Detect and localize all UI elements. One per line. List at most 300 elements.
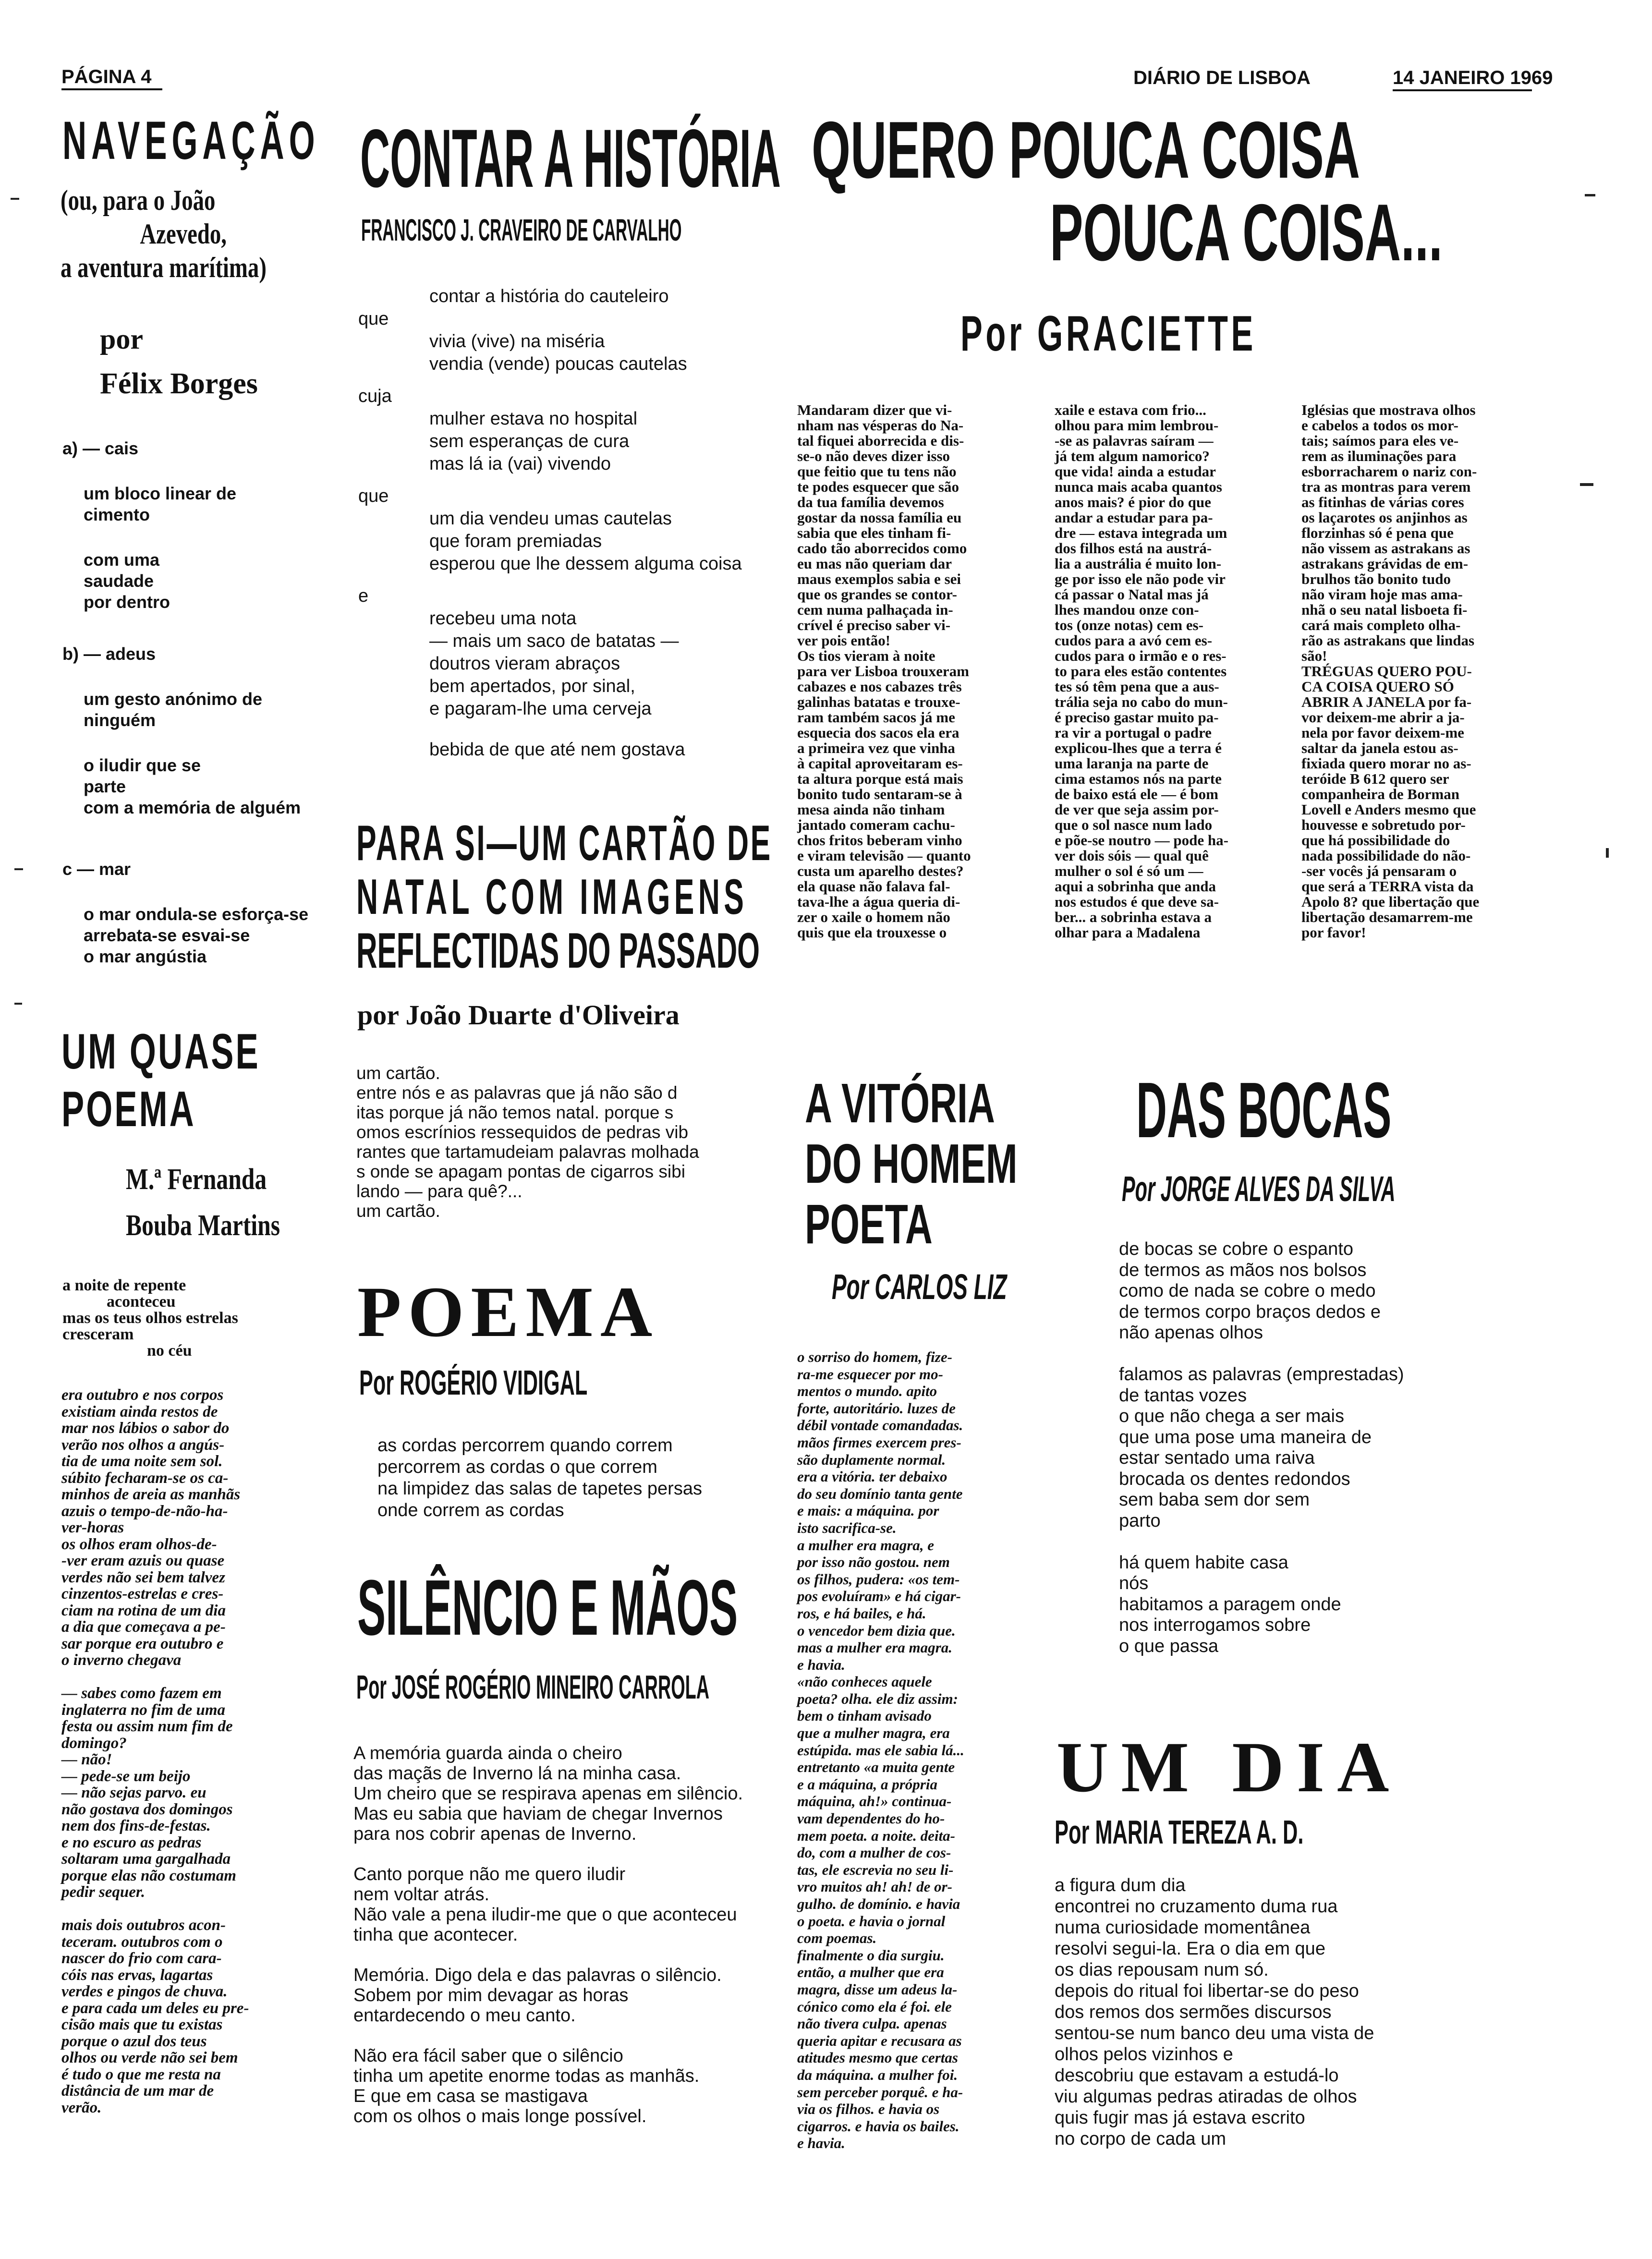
bocas-line: nos interrogamos sobre <box>1119 1615 1311 1635</box>
margin-mark <box>1585 194 1595 196</box>
quero-line: chos fritos beberam vinho <box>797 832 962 849</box>
cartao-line: um cartão. <box>356 1201 440 1221</box>
umdia-line: encontrei no cruzamento duma rua <box>1055 1896 1338 1917</box>
navegacao-by: por <box>100 323 143 355</box>
vitoria-line: os filhos, pudera: «os tem- <box>797 1570 960 1588</box>
umdia-line: viu algumas pedras atiradas de olhos <box>1055 2087 1357 2107</box>
quero-line: que o sol nasce num lado <box>1055 816 1213 833</box>
silencio-line: nem voltar atrás. <box>353 1884 489 1905</box>
poem-line: c — mar <box>62 859 131 879</box>
bocas-line: de bocas se cobre o espanto <box>1119 1239 1354 1259</box>
quero-line: teróide B 612 quero ser <box>1301 770 1449 787</box>
quero-line: uma laranja na parte de <box>1055 755 1209 772</box>
quase-line: — não sejas parvo. eu <box>61 1784 206 1801</box>
quero-line: são! <box>1301 647 1327 664</box>
quase-line: nem dos fins-de-festas. <box>61 1817 211 1834</box>
quero-line: cabazes e nos cabazes três <box>797 678 962 695</box>
bocas-line <box>1119 1344 1404 1365</box>
vitoria-line: mem poeta. a noite. deita- <box>797 1827 955 1844</box>
quero-line: trália seja no cabo do mun- <box>1055 693 1228 710</box>
quero-line: CA COISA QUERO SÓ <box>1301 678 1454 695</box>
poema-byline <box>359 1364 740 1402</box>
poem-line: mas lá ia (vai) vivendo <box>429 454 611 474</box>
quase-line: olhos ou verde não sei bem <box>61 2049 238 2066</box>
vitoria-line: do, com a mulher de cos- <box>797 1844 951 1861</box>
bocas-line: habitamos a paragem onde <box>1119 1594 1341 1615</box>
cartao-line: um cartão. <box>356 1063 440 1083</box>
poema-line: onde correm as cordas <box>377 1500 564 1520</box>
bocas-line: sem baba sem dor sem <box>1119 1490 1310 1510</box>
poem-line: contar a história do cauteleiro <box>429 286 669 306</box>
bocas-line: de tantas vozes <box>1119 1385 1247 1406</box>
quase-line: tia de uma noite sem sol. <box>61 1453 223 1470</box>
vitoria-line: gulho. de domínio. e havia <box>797 1895 960 1912</box>
quase-intro-line: a noite de repente <box>62 1276 186 1294</box>
quero-line: brulhos tão bonito tudo <box>1301 571 1451 587</box>
quero-line: galinhas batatas e trouxe- <box>797 693 960 710</box>
quero-line: houvesse e sobretudo por- <box>1301 816 1466 833</box>
vitoria-line: que a mulher magra, era <box>797 1725 950 1742</box>
quero-line: zer o xaile o homem não <box>797 909 950 925</box>
poem-line: b) — adeus <box>62 644 156 664</box>
silencio-line: Canto porque não me quero iludir <box>353 1864 626 1884</box>
cartao-title-line: PARA SI—UM CARTÃO DE <box>356 815 772 871</box>
poem-line: esperou que lhe dessem alguma coisa <box>429 554 742 574</box>
poem-line: vivia (vive) na miséria <box>429 331 605 352</box>
quero-line: anos mais? é pior do que <box>1055 494 1211 510</box>
vitoria-line: pos evoluíram» e há cigar- <box>797 1588 961 1605</box>
vitoria-line: então, a mulher que era <box>797 1964 944 1981</box>
silencio-line: entardecendo o meu canto. <box>353 2005 576 2026</box>
contar-byline <box>361 213 978 247</box>
vitoria-line: mentos o mundo. apito <box>797 1383 937 1400</box>
quase-line: existiam ainda restos de <box>61 1403 218 1421</box>
quase-line: verão nos olhos a angús- <box>61 1436 225 1454</box>
poem-line: parte <box>84 777 126 796</box>
quero-line: da tua família devemos <box>797 494 944 510</box>
navegacao-subtitle <box>61 183 267 284</box>
poem-line: com uma <box>84 550 160 570</box>
quero-line: nunca mais acaba quantos <box>1055 478 1222 495</box>
quero-line: esquecia dos sacos ela era <box>797 724 960 741</box>
quero-line: já tem algum namorico? <box>1055 448 1210 464</box>
umdia-line: dos remos dos sermões discursos <box>1055 2002 1332 2022</box>
umdia-line: no corpo de cada um <box>1055 2129 1227 2149</box>
poem-line: e pagaram-lhe uma cerveja <box>429 699 652 719</box>
quero-line: andar a estudar para pa- <box>1055 509 1213 526</box>
poem-line: bebida de que até nem gostava <box>429 740 685 760</box>
quero-line: os laçarotes os anjinhos as <box>1301 509 1468 526</box>
margin-mark <box>1580 483 1593 486</box>
silencio-line: Um cheiro que se respirava apenas em silêncio. <box>353 1784 743 1804</box>
quase-line: verão. <box>61 2099 102 2116</box>
quero-line: é preciso gastar muito pa- <box>1055 709 1219 726</box>
quero-line: e põe-se noutro — pode ha- <box>1055 832 1228 849</box>
quero-line: fixiada quero morar no as- <box>1301 755 1471 772</box>
quero-line: que vida! ainda a estudar <box>1055 463 1216 480</box>
bocas-line: de termos corpo braços dedos e <box>1119 1301 1381 1322</box>
quase-line: verdes e pingos de chuva. <box>61 1983 228 2000</box>
vitoria-line: bem o tinham avisado <box>797 1707 932 1725</box>
quero-byline-block <box>960 307 1409 360</box>
vitoria-line: tas, ele escrevia no seu li- <box>797 1861 954 1878</box>
quase-title-line: UM QUASE <box>61 1024 260 1080</box>
vitoria-line: era a vitória. ter debaixo <box>797 1468 947 1485</box>
quase-intro-line: cresceram <box>62 1325 134 1343</box>
quero-line: ra vir a portugal o padre <box>1055 724 1212 741</box>
quero-line: cima estamos nós na parte <box>1055 770 1222 787</box>
quase-line: inglaterra no fim de uma <box>61 1701 226 1719</box>
quero-line: te podes esquecer que são <box>797 478 959 495</box>
quero-article <box>812 105 1652 195</box>
vitoria-line: finalmente o dia surgiu. <box>797 1946 945 1964</box>
umdia-line: olhos pelos vizinhos e <box>1055 2044 1233 2065</box>
quero-line: e cabelos a todos os mor- <box>1301 417 1458 434</box>
poema-line: percorrem as cordas o que correm <box>377 1457 657 1477</box>
vitoria-line: «não conheces aquele <box>797 1673 932 1690</box>
poem-line: que foram premiadas <box>429 531 602 551</box>
quero-line: ela quase não falava fal- <box>797 878 950 895</box>
quero-line: nham nas vésperas do Na- <box>797 417 964 434</box>
quero-line: as fitinhas de várias cores <box>1301 494 1464 510</box>
umdia-line: depois do ritual foi libertar-se do peso <box>1055 1981 1359 2001</box>
bocas-line: nós <box>1119 1573 1149 1593</box>
vitoria-title-line: DO HOMEM <box>805 1132 1018 1195</box>
silencio-line: Memória. Digo dela e das palavras o silêncio. <box>353 1965 722 1985</box>
quero-line: maus exemplos sabia e sei <box>797 571 961 587</box>
quero-line: ber... a sobrinha estava a <box>1055 909 1212 925</box>
quero-line: lia a austrália é muito lon- <box>1055 555 1222 572</box>
cartao-line: omos escrínios ressequidos de pedras vib <box>356 1122 689 1142</box>
quero-line: sabia que eles tinham fi- <box>797 524 951 541</box>
umdia-line: quis fugir mas já estava escrito <box>1055 2108 1305 2128</box>
quero-line: cá passar o Natal mas já <box>1055 586 1209 603</box>
vitoria-line: mãos firmes exercem pres- <box>797 1433 961 1451</box>
quase-article <box>61 1023 353 1138</box>
quero-column-2 <box>1055 402 1228 940</box>
silencio-line: E que em casa se mastigava <box>353 2086 588 2106</box>
quase-line: soltaram uma gargalhada <box>61 1850 231 1868</box>
quase-line: nascer do frio com cara- <box>61 1950 222 1967</box>
bocas-article <box>1136 1066 1609 1154</box>
quero-line: para ver Lisboa trouxeram <box>797 663 969 680</box>
bocas-line: como de nada se cobre o medo <box>1119 1281 1376 1301</box>
quero-line: bonito tudo sentaram-se à <box>797 786 962 802</box>
quero-line: cará mais completo olha- <box>1301 617 1461 633</box>
quero-line: mulher o sol é só um — <box>1055 862 1203 879</box>
vitoria-line: via os filhos. e havia os <box>797 2101 940 2118</box>
vitoria-line: por isso não gostou. nem <box>797 1554 950 1571</box>
quase-line: domingo? <box>61 1734 127 1752</box>
cartao-line: entre nós e as palavras que já não são d <box>356 1083 678 1103</box>
quero-line: não vissem as astrakans as <box>1301 540 1470 557</box>
quero-line: jantado comeram cachu- <box>797 816 955 833</box>
quase-line: — sabes como fazem em <box>61 1685 222 1702</box>
contar-poem <box>358 285 742 761</box>
quase-line: teceram. outubros com o <box>61 1933 223 1951</box>
silencio-author: Por JOSÉ ROGÉRIO MINEIRO CARROLA <box>356 1668 710 1706</box>
poem-line: a) — cais <box>62 438 139 458</box>
poem-line: recebeu uma nota <box>429 608 577 629</box>
vitoria-line: o vencedor bem dizia que. <box>797 1622 956 1639</box>
poem-line: — mais um saco de batatas — <box>429 631 679 651</box>
quero-line: quis que ela trouxesse o <box>797 924 947 941</box>
vitoria-line: ros, e há bailes, e há. <box>797 1604 926 1622</box>
quase-intro-line: no céu <box>147 1342 192 1360</box>
margin-mark <box>14 868 23 870</box>
quero-line: esborracharem o nariz con- <box>1301 463 1477 480</box>
quero-line: custa um aparelho destes? <box>797 862 964 879</box>
quase-line: — pede-se um beijo <box>61 1767 191 1785</box>
quero-line: não viram hoje mas ama- <box>1301 586 1463 603</box>
quero-line: tra as montras para verem <box>1301 478 1471 495</box>
page-number: PÁGINA 4 <box>61 66 152 87</box>
cartao-line: lando — para quê?... <box>356 1181 522 1201</box>
vitoria-line: cónico como ela é foi. ele <box>797 1998 952 2015</box>
vitoria-line: poeta? olha. ele diz assim: <box>797 1690 958 1707</box>
cartao-body <box>356 1063 699 1221</box>
quero-title-line1: QUERO POUCA COISA <box>812 105 1360 195</box>
bocas-line: o que passa <box>1119 1636 1219 1656</box>
cartao-title-line: NATAL COM IMAGENS <box>356 869 748 925</box>
quase-line: cisão mais que tu existas <box>61 2016 223 2033</box>
quero-line: cado tão aborrecidos como <box>797 540 967 557</box>
quase-line: a dia que começava a pe- <box>61 1618 226 1636</box>
quero-line: ABRIR A JANELA por fa- <box>1301 693 1472 710</box>
poem-line: com a memória de alguém <box>84 798 301 817</box>
vitoria-article <box>805 1073 1118 1254</box>
quero-line: nela por favor deixem-me <box>1301 724 1464 741</box>
umdia-title: UM DIA <box>1057 1727 1402 1807</box>
quero-line: tava-lhe a água queria di- <box>797 893 960 910</box>
vitoria-line: mas a mulher era magra. <box>797 1639 952 1656</box>
silencio-line: Não vale a pena iludir-me que o que aconteceu <box>353 1905 737 1925</box>
poem-line: por dentro <box>84 592 170 612</box>
poem-line: um bloco linear de <box>84 484 237 503</box>
quase-author-line: M.ª Fernanda <box>126 1163 267 1196</box>
bocas-line <box>1119 1531 1404 1553</box>
margin-mark <box>14 1003 22 1005</box>
newspaper-name: DIÁRIO DE LISBOA <box>1133 67 1311 88</box>
poem-lead: e <box>358 586 369 606</box>
quase-line: pedir sequer. <box>61 1883 146 1901</box>
bocas-line: que uma pose uma maneira de <box>1119 1427 1372 1447</box>
cartao-line: rantes que tartamudeiam palavras molhada <box>356 1142 699 1162</box>
poem-line: mulher estava no hospital <box>429 409 638 429</box>
navegacao-author: Félix Borges <box>100 367 258 400</box>
silencio-title: SILÊNCIO E MÃOS <box>357 1564 738 1652</box>
quase-line: porque elas não costumam <box>61 1867 236 1884</box>
poem-line: o mar angústia <box>84 947 207 966</box>
quero-line: aqui a sobrinha que anda <box>1055 878 1216 895</box>
quero-line: que feitio que tu tens não <box>797 463 957 480</box>
quero-line: cem numa palhaçada in- <box>797 601 953 618</box>
quero-line: cudos para o irmão e o res- <box>1055 647 1227 664</box>
quero-line: xaile e estava com frio... <box>1055 401 1206 418</box>
quase-line: -ver eram azuis ou quase <box>61 1552 225 1569</box>
quero-line: companheira de Borman <box>1301 786 1459 802</box>
vitoria-line: estúpida. mas ele sabia lá... <box>797 1741 964 1759</box>
quero-line: olhar para a Madalena <box>1055 924 1201 941</box>
poem-line: o iludir que se <box>84 755 201 775</box>
vitoria-line: débil vontade comandadas. <box>797 1417 963 1434</box>
quero-line: por favor! <box>1301 924 1366 941</box>
poem-lead: que <box>358 309 389 329</box>
header-underline <box>61 88 162 90</box>
quero-line: -se as palavras saíram — <box>1055 432 1214 449</box>
vitoria-line: com poemas. <box>797 1930 877 1947</box>
quero-line: à capital aproveitaram es- <box>797 755 963 772</box>
quero-line: que há possibilidade do <box>1301 832 1450 849</box>
bocas-line: brocada os dentes redondos <box>1119 1469 1350 1489</box>
navegacao-poem <box>62 438 308 967</box>
quero-line: saltar da janela estou as- <box>1301 740 1458 756</box>
quero-line: tos (onze notas) cem es- <box>1055 617 1203 633</box>
poema-title: POEMA <box>357 1272 659 1352</box>
bocas-line: o que não chega a ser mais <box>1119 1406 1344 1426</box>
vitoria-line: o poeta. e havia o jornal <box>797 1912 946 1930</box>
contar-author: FRANCISCO J. CRAVEIRO DE CARVALHO <box>361 213 682 247</box>
quero-line: ta altura porque está mais <box>797 770 963 787</box>
quero-line: e viram televisão — quanto <box>797 847 971 864</box>
vitoria-line: cigarros. e havia os bailes. <box>797 2117 960 2135</box>
bocas-title: DAS BOCAS <box>1136 1066 1392 1154</box>
vitoria-line: da máquina. a mulher foi. <box>797 2066 958 2083</box>
quase-intro <box>62 1277 238 1359</box>
bocas-line: de termos as mãos nos bolsos <box>1119 1260 1367 1280</box>
vitoria-line: e mais: a máquina. por <box>797 1502 939 1519</box>
silencio-line: A memória guarda ainda o cheiro <box>353 1743 622 1763</box>
poem-line: o mar ondula-se esforça-se <box>84 904 309 924</box>
vitoria-line: atitudes mesmo que certas <box>797 2049 958 2066</box>
quero-line: to para eles estão contentes <box>1055 663 1227 680</box>
bocas-line: parto <box>1119 1510 1161 1531</box>
poem-line: um dia vendeu umas cautelas <box>429 509 672 529</box>
quero-line: lhes mandou onze con- <box>1055 601 1199 618</box>
vitoria-line: e havia. <box>797 2135 845 2152</box>
silencio-line: tinha um apetite enorme todas as manhãs. <box>353 2066 700 2086</box>
bocas-line: estar sentado uma raiva <box>1119 1448 1315 1468</box>
vitoria-line: máquina, ah!» continua- <box>797 1793 952 1810</box>
quase-line: não gostava dos domingos <box>61 1800 233 1818</box>
cartao-author: por João Duarte d'Oliveira <box>357 999 680 1031</box>
quero-line: ge por isso ele não pode vir <box>1055 571 1226 587</box>
bocas-body <box>1119 1239 1404 1657</box>
quero-line: nos estudos é que deve sa- <box>1055 893 1219 910</box>
poem-line: um gesto anónimo de <box>84 689 263 709</box>
quase-line <box>61 1669 249 1686</box>
quase-line: o inverno chegava <box>61 1652 182 1669</box>
quase-line: distância de um mar de <box>61 2082 214 2100</box>
quero-line: nhã o seu natal lisboeta fi- <box>1301 601 1468 618</box>
quero-line: -ser vocês já pensaram o <box>1301 862 1457 879</box>
poem-line: arrebata-se esvai-se <box>84 925 250 945</box>
quase-line: sar porque era outubro e <box>61 1635 224 1652</box>
bocas-author: Por JORGE ALVES DA SILVA <box>1122 1169 1396 1209</box>
quase-line: minhos de areia as manhãs <box>61 1486 241 1503</box>
quero-line: a primeira vez que vinha <box>797 740 955 756</box>
vitoria-line: o sorriso do homem, fize- <box>797 1348 952 1365</box>
poem-line: sem esperanças de cura <box>429 431 630 451</box>
vitoria-line: isto sacrifica-se. <box>797 1519 897 1536</box>
quase-line: os olhos eram olhos-de- <box>61 1535 217 1553</box>
quase-line: e no escuro as pedras <box>61 1834 202 1851</box>
quase-intro-line: aconteceu <box>107 1293 176 1311</box>
silencio-line: para nos cobrir apenas de Inverno. <box>353 1824 637 1844</box>
vitoria-line: do seu domínio tanta gente <box>797 1485 963 1502</box>
quero-line: olhou para mim lembrou- <box>1055 417 1219 434</box>
quero-line: se-o não deves dizer isso <box>797 448 950 464</box>
poem-lead: cuja <box>358 386 392 406</box>
quero-line: ver dois sóis — qual quê <box>1055 847 1209 864</box>
contar-title: CONTAR A HISTÓRIA <box>360 112 781 205</box>
quero-line: ver pois então! <box>797 632 891 649</box>
navegacao-subtitle-line: Azevedo, <box>140 218 227 250</box>
quase-line: azuis o tempo-de-não-ha- <box>61 1502 228 1520</box>
quero-line: libertação desamarrem-me <box>1301 909 1473 925</box>
poem-line: ninguém <box>84 710 156 730</box>
quero-line: crível é preciso saber vi- <box>797 617 951 633</box>
vitoria-line: magra, disse um adeus la- <box>797 1980 958 1998</box>
poema-body <box>377 1435 702 1521</box>
poem-line: doutros vieram abraços <box>429 654 620 674</box>
quero-line: dos filhos está na austrá- <box>1055 540 1212 557</box>
quero-title-block2 <box>1050 187 1652 278</box>
date-underline <box>1393 89 1532 91</box>
quase-line: ver-horas <box>61 1519 124 1536</box>
vitoria-author: Por CARLOS LIZ <box>832 1267 1007 1307</box>
quase-line: e para cada um deles eu pre- <box>61 1999 249 2017</box>
navegacao-subtitle-line: a aventura marítima) <box>61 252 267 283</box>
silencio-line: das maçãs de Inverno lá na minha casa. <box>353 1763 681 1784</box>
quero-line: explicou-lhes que a terra é <box>1055 740 1222 756</box>
quero-line: dre — estava integrada um <box>1055 524 1227 541</box>
vitoria-byline <box>832 1268 1114 1306</box>
poema-author: Por ROGÉRIO VIDIGAL <box>359 1364 588 1402</box>
quero-line: Mandaram dizer que vi- <box>797 401 952 418</box>
quero-line: cudos para a avó cem es- <box>1055 632 1213 649</box>
quero-line: Apolo 8? que libertação que <box>1301 893 1480 910</box>
quero-line: de ver que seja assim por- <box>1055 801 1219 818</box>
poema-line: as cordas percorrem quando correm <box>377 1435 673 1456</box>
bocas-line: falamos as palavras (emprestadas) <box>1119 1364 1404 1385</box>
poem-line: cimento <box>84 505 150 524</box>
quero-line: ram também sacos já me <box>797 709 955 726</box>
quero-line: de baixo está ele — é bom <box>1055 786 1218 802</box>
quero-line: gostar da nossa família eu <box>797 509 962 526</box>
quero-line: que os grandes se contor- <box>797 586 957 603</box>
issue-date: 14 JANEIRO 1969 <box>1393 67 1553 88</box>
quase-author-line: Bouba Martins <box>126 1209 280 1242</box>
silencio-line <box>353 1844 743 1864</box>
cartao-line: itas porque já não temos natal. porque s <box>356 1103 674 1122</box>
quero-line: Os tios vieram à noite <box>797 647 935 664</box>
bocas-byline <box>1122 1170 1610 1208</box>
navegacao-subtitle-line: (ou, para o João <box>61 184 216 216</box>
quero-title-line2: POUCA COISA... <box>1050 187 1443 278</box>
silencio-line <box>353 1945 743 1965</box>
umdia-byline <box>1055 1813 1456 1851</box>
quase-line: súbito fecharam-se os ca- <box>61 1469 229 1487</box>
vitoria-line: são duplamente normal. <box>797 1451 946 1468</box>
quero-line: astrakans grávidas de em- <box>1301 555 1469 572</box>
vitoria-title-line: POETA <box>805 1193 933 1255</box>
quase-title-line: POEMA <box>61 1081 196 1137</box>
silencio-body <box>353 1743 743 2126</box>
quase-line: é tudo o que me resta na <box>61 2065 221 2083</box>
quero-line: tal fiquei aborrecida e dis- <box>797 432 964 449</box>
silencio-line: com os olhos o mais longe possível. <box>353 2106 647 2126</box>
